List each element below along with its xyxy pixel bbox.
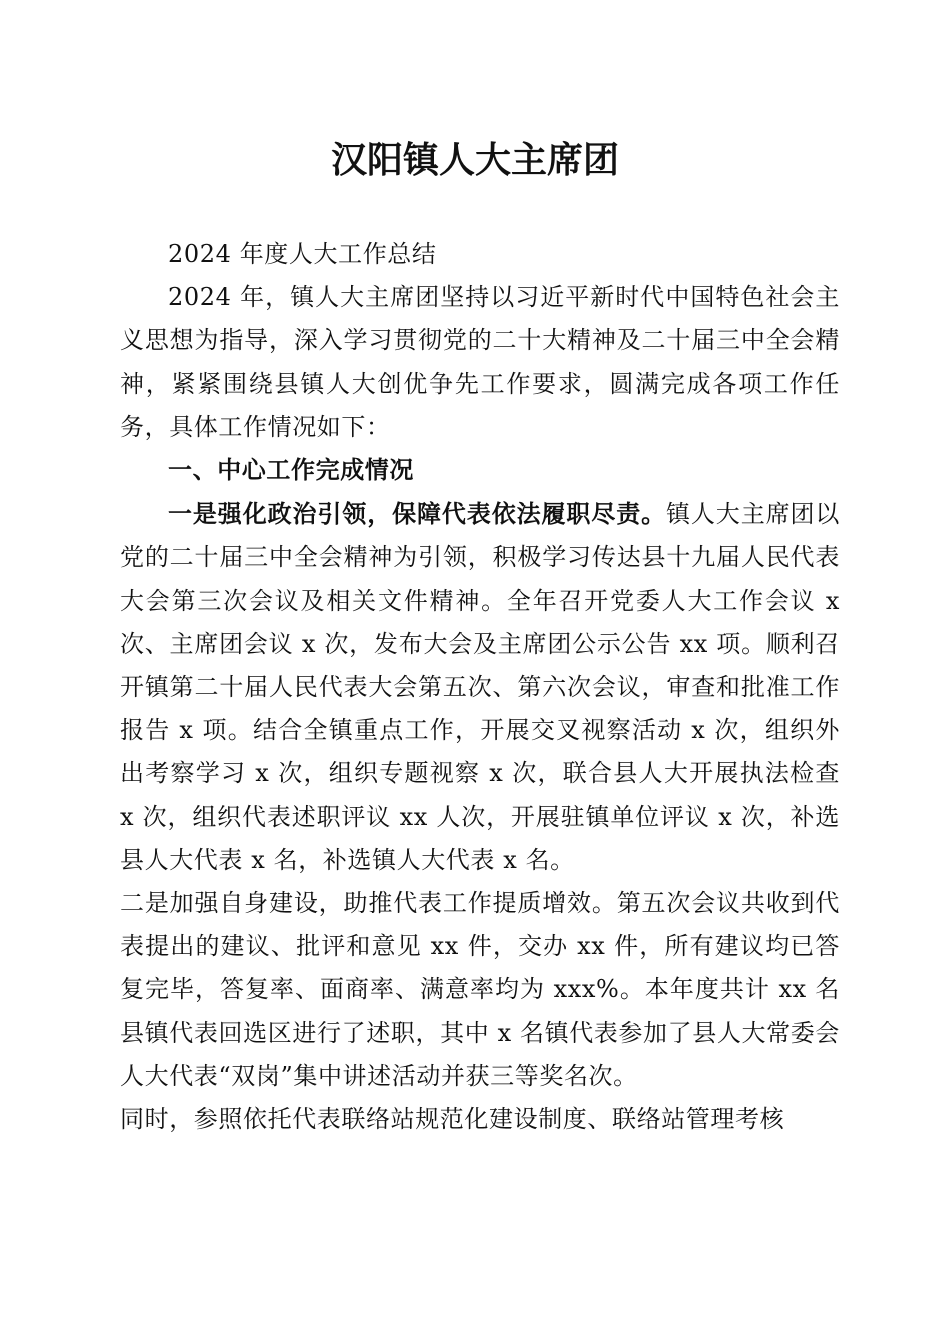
item-paragraph-2: 二是加强自身建设，助推代表工作提质增效。第五次会议共收到代表提出的建议、批评和意见 xx 件，交办 xx 件，所有建议均已答复完毕，答复率、面商率、满意率均为 xxx%。本年度共计 xx 名县镇代表回选区进行了述职，其中 x 名镇代表参加了县人大常委会人大代表“双岗”集中讲述活动并获三等奖名次。 xyxy=(120,889,840,1090)
document-body xyxy=(120,233,840,1141)
document-subtitle: 2024 年度人大工作总结 xyxy=(168,240,437,268)
item-body-1: 镇人大主席团以党的二十届三中全会精神为引领，积极学习传达县十九届人民代表大会第三次会议及相关文件精神。全年召开党委人大工作会议 x 次、主席团会议 x 次，发布大会及主席团公示公告 xx 项。顺利召开镇第二十届人民代表大会第五次、第六次会议，审查和批准工作报告 x 项。结合全镇重点工作，开展交叉视察活动 x 次，组织外出考察学习 x 次，组织专题视察 x 次，联合县人大开展执法检查 x 次，组织代表述职评议 xx 人次，开展驻镇单位评议 x 次，补选县人大代表 x 名，补选镇人大代表 x 名。 xyxy=(120,500,840,874)
item-lead-1: 一是强化政治引领，保障代表依法履职尽责。 xyxy=(168,499,666,529)
section-heading-1: 一、中心工作完成情况 xyxy=(168,456,414,485)
item-paragraph-1 xyxy=(120,492,840,882)
document-title: 汉阳镇人大主席团 xyxy=(330,139,619,181)
intro-paragraph: 2024 年，镇人大主席团坚持以习近平新时代中国特色社会主义思想为指导，深入学习贯彻党的二十大精神及二十届三中全会精神，紧紧围绕县镇人大创优争先工作要求，圆满完成各项工作任务，具体工作情况如下： xyxy=(120,283,840,441)
item-paragraph-3: 同时，参照依托代表联络站规范化建设制度、联络站管理考核 xyxy=(120,1105,785,1134)
